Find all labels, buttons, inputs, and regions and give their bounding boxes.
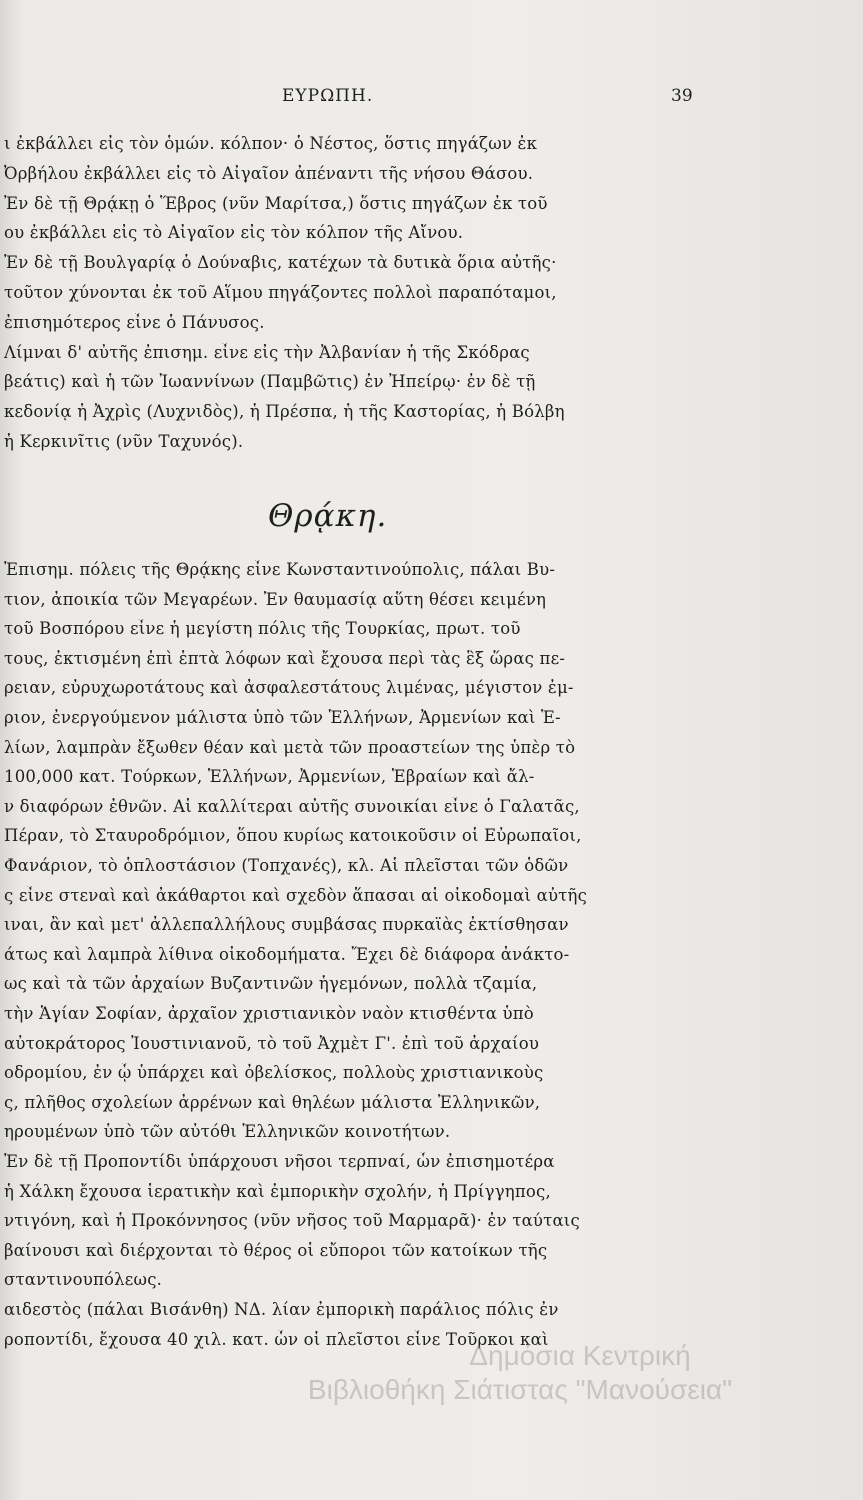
text-line: κεδονίᾳ ἡ Ἀχρὶς (Λυχνιδὸς), ἡ Πρέσπα, ἡ τῆς Καστορίας, ἡ Βόλβη <box>4 402 565 422</box>
text-line: ἡ Χάλκη ἔχουσα ἱερατικὴν καὶ ἐμπορικὴν σχολήν, ἡ Πρίγγηπος, <box>4 1181 551 1201</box>
text-line: τιον, ἀποικία τῶν Μεγαρέων. Ἐν θαυμασίᾳ αὕτη θέσει κειμένη <box>4 589 547 609</box>
text-line: ως καὶ τὰ τῶν ἀρχαίων Βυζαντινῶν ἡγεμόνων, πολλὰ τζαμία, <box>4 974 538 994</box>
text-line: ς, πλῆθος σχολείων ἀρρένων καὶ θηλέων μάλιστα Ἑλληνικῶν, <box>4 1092 541 1112</box>
text-line: τὴν Ἁγίαν Σοφίαν, ἀρχαῖον χριστιανικὸν ναὸν κτισθέντα ὑπὸ <box>4 1004 534 1023</box>
text-line: Λίμναι δ' αὐτῆς ἐπισημ. εἶνε εἰς τὴν Ἀλβανίαν ἡ τῆς Σκόδρας <box>4 342 530 362</box>
text-line: ροποντίδι, ἔχουσα 40 χιλ. κατ. ὧν οἱ πλεῖστοι εἶνε Τοῦρκοι καὶ <box>4 1329 549 1349</box>
text-line: Ὀρβήλου ἐκβάλλει εἰς τὸ Αἰγαῖον ἀπέναντι τῆς νήσου Θάσου. <box>4 163 534 183</box>
text-line: 100,000 κατ. Τούρκων, Ἑλλήνων, Ἀρμενίων, Ἑβραίων καὶ ἄλ- <box>4 767 535 787</box>
text-line: ριον, ἐνεργούμενον μάλιστα ὑπὸ τῶν Ἑλλήνων, Ἀρμενίων καὶ Ἑ- <box>4 708 561 727</box>
text-line: οδρομίου, ἐν ᾧ ὑπάρχει καὶ ὀβελίσκος, πολλοὺς χριστιανικοὺς <box>4 1063 544 1083</box>
text-line: Φανάριον, τὸ ὁπλοστάσιον (Τοπχανές), κλ. Αἱ πλεῖσται τῶν ὁδῶν <box>4 856 569 875</box>
text-line: ηρουμένων ὑπὸ τῶν αὐτόθι Ἑλληνικῶν κοινοτήτων. <box>4 1122 451 1142</box>
text-line: ντιγόνη, καὶ ἡ Προκόννησος (νῦν νῆσος τοῦ Μαρμαρᾶ)· ἐν ταύταις <box>4 1211 580 1231</box>
text-line: άτως καὶ λαμπρὰ λίθινα οἰκοδομήματα. Ἔχει δὲ διάφορα ἀνάκτο- <box>4 944 570 964</box>
library-watermark <box>190 1340 850 1406</box>
text-line: σταντινουπόλεως. <box>4 1270 163 1290</box>
text-line: ς εἶνε στεναὶ καὶ ἀκάθαρτοι καὶ σχεδὸν ἅπασαι αἱ οἰκοδομαὶ αὐτῆς <box>4 885 588 905</box>
text-line: ου ἐκβάλλει εἰς τὸ Αἰγαῖον εἰς τὸν κόλπον τῆς Αἴνου. <box>4 223 464 243</box>
text-line: λίων, λαμπρὰν ἔξωθεν θέαν καὶ μετὰ τῶν προαστείων της ὑπὲρ τὸ <box>4 737 576 757</box>
text-line: ρειαν, εὐρυχωροτάτους καὶ ἀσφαλεστάτους λιμένας, μέγιστον ἐμ- <box>4 678 574 698</box>
section-heading: Θρᾴκη. <box>268 498 388 534</box>
text-line: Ἐπισημ. πόλεις τῆς Θρᾴκης εἶνε Κωνσταντινούπολις, πάλαι Βυ- <box>4 560 556 579</box>
text-line: αὐτοκράτορος Ἰουστινιανοῦ, τὸ τοῦ Ἀχμὲτ Γ'. ἐπὶ τοῦ ἀρχαίου <box>4 1033 540 1053</box>
text-line: Ἐν δὲ τῇ Θρᾴκῃ ὁ Ἕβρος (νῦν Μαρίτσα,) ὅστις πηγάζων ἐκ τοῦ <box>4 193 548 213</box>
text-line: ιναι, ἂν καὶ μετ' ἀλλεπαλλήλους συμβάσας πυρκαϊὰς ἐκτίσθησαν <box>4 915 569 935</box>
text-line: βαίνουσι καὶ διέρχονται τὸ θέρος οἱ εὔποροι τῶν κατοίκων τῆς <box>4 1240 548 1260</box>
text-line: ἡ Κερκινῖτις (νῦν Ταχυνός). <box>4 432 244 451</box>
text-line: τοῦτον χύνονται ἐκ τοῦ Αἵμου πηγάζοντες πολλοὶ παραπόταμοι, <box>4 283 557 302</box>
text-line: Πέραν, τὸ Σταυροδρόμιον, ὅπου κυρίως κατοικοῦσιν οἱ Εὐρωπαῖοι, <box>4 826 582 846</box>
text-line: τοῦ Βοσπόρου εἶνε ἡ μεγίστη πόλις τῆς Τουρκίας, πρωτ. τοῦ <box>4 619 521 639</box>
watermark-line-1: Δημόσια Κεντρική <box>469 1340 691 1371</box>
watermark-line-2: Βιβλιοθήκη Σιάτιστας "Μανούσεια" <box>307 1374 733 1405</box>
text-line: βεάτις) καὶ ἡ τῶν Ἰωαννίνων (Παμβῶτις) ἐν Ἠπείρῳ· ἐν δὲ τῇ <box>4 372 536 392</box>
page-number: 39 <box>671 86 693 106</box>
text-line: Ἐν δὲ τῇ Βουλγαρίᾳ ὁ Δούναβις, κατέχων τὰ δυτικὰ ὅρια αὐτῆς· <box>4 253 557 273</box>
text-line: ν διαφόρων ἐθνῶν. Αἱ καλλίτεραι αὐτῆς συνοικίαι εἶνε ὁ Γαλατᾶς, <box>4 796 580 816</box>
running-title: ΕΥΡΩΠΗ. <box>282 86 374 106</box>
text-line: ι ἐκβάλλει εἰς τὸν ὁμών. κόλπον· ὁ Νέστος, ὅστις πηγάζων ἐκ <box>4 134 538 153</box>
text-line: αιδεστὸς (πάλαι Βισάνθη) ΝΔ. λίαν ἐμπορικὴ παράλιος πόλις ἐν <box>4 1300 559 1319</box>
text-line: ἐπισημότερος εἶνε ὁ Πάνυσος. <box>4 312 265 332</box>
page-header <box>0 86 863 116</box>
text-line: Ἐν δὲ τῇ Προποντίδι ὑπάρχουσι νῆσοι τερπναί, ὧν ἐπισημοτέρα <box>4 1152 555 1171</box>
text-line: τους, ἐκτισμένη ἐπὶ ἑπτὰ λόφων καὶ ἔχουσα περὶ τὰς ἓξ ὥρας πε- <box>4 648 566 668</box>
